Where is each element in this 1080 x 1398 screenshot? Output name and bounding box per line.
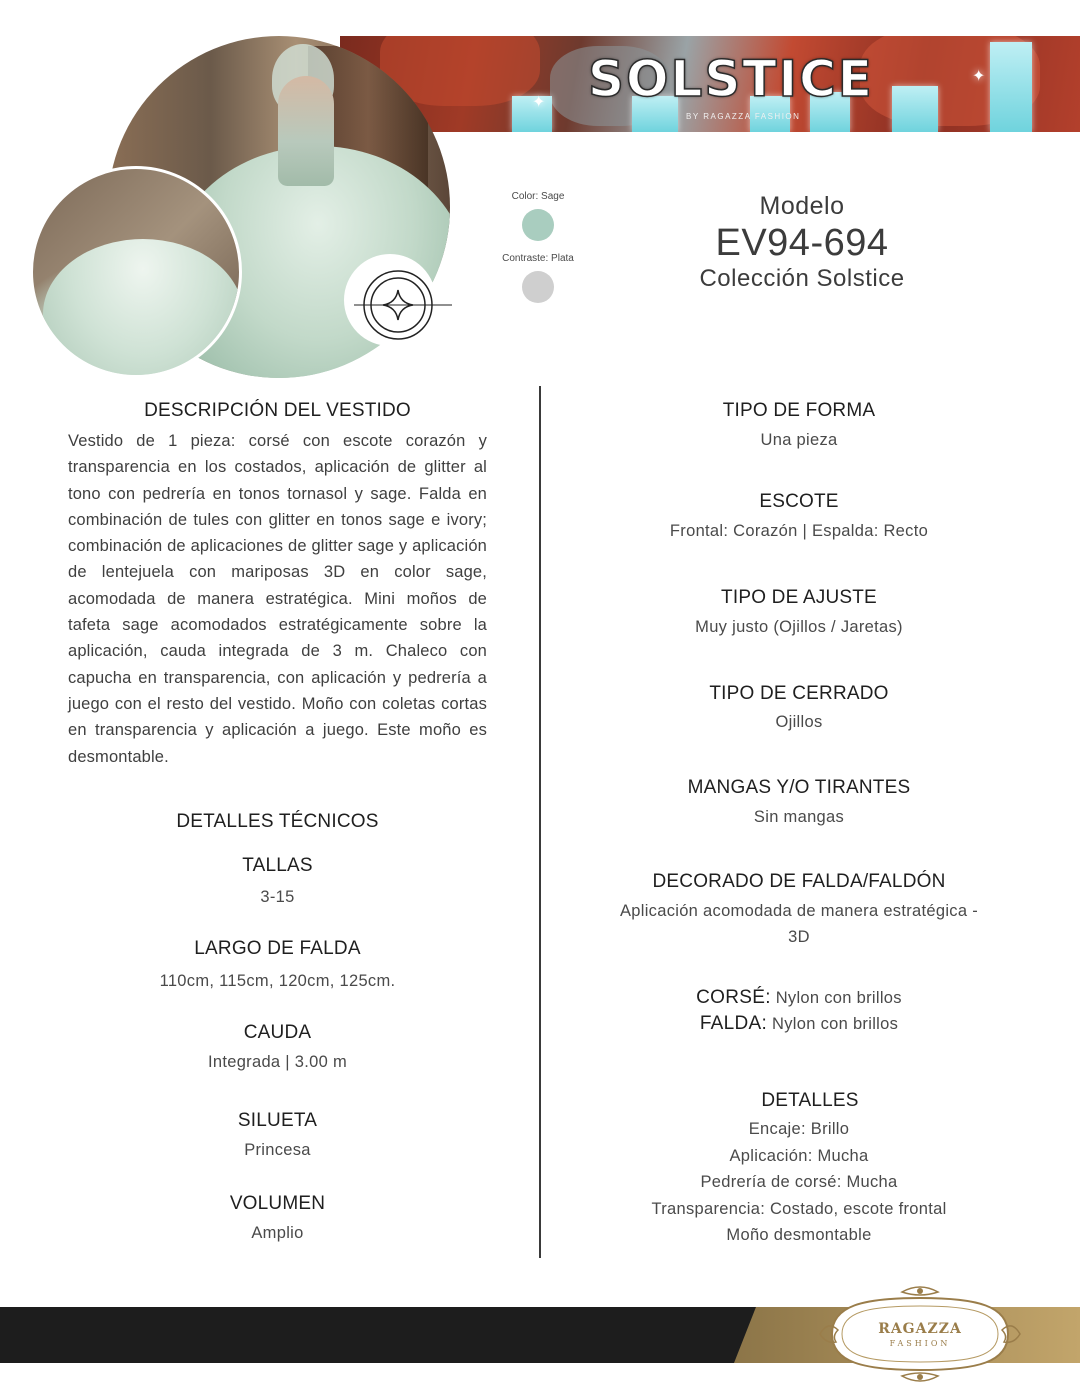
- model-code: EV94-694: [715, 222, 889, 264]
- silver-color-swatch: [522, 271, 554, 303]
- spec-value-silueta: Princesa: [244, 1141, 311, 1159]
- spec-label-forma: TIPO DE FORMA: [722, 400, 876, 421]
- spec-value-volumen: Amplio: [251, 1224, 304, 1242]
- detail-item: Pedrería de corsé: Mucha: [700, 1173, 898, 1191]
- spec-label-mangas: MANGAS Y/O TIRANTES: [687, 777, 911, 798]
- spec-label-decorado: DECORADO DE FALDA/FALDÓN: [652, 871, 946, 892]
- spec-value-ajuste: Muy justo (Ojillos / Jaretas): [695, 618, 903, 636]
- spec-value-decorado-line2: 3D: [788, 928, 810, 946]
- collection-name: Colección Solstice: [699, 265, 905, 292]
- dress-back-photo: [30, 166, 242, 378]
- spec-value-tallas: 3-15: [260, 888, 295, 906]
- spec-value-escote: Frontal: Corazón | Espalda: Recto: [669, 522, 929, 540]
- detail-item: Encaje: Brillo: [748, 1120, 850, 1138]
- spec-value-mangas: Sin mangas: [753, 808, 845, 826]
- spec-label-cauda: CAUDA: [243, 1022, 312, 1043]
- spec-label-cerrado: TIPO DE CERRADO: [709, 683, 889, 704]
- column-divider: [539, 386, 541, 1258]
- material-value-falda: Nylon con brillos: [772, 1015, 899, 1033]
- photo-bodice: [278, 76, 334, 186]
- dress-description: Vestido de 1 pieza: corsé con escote corazón y transparencia en los costados, aplicación de glitter al tono con pedrería en tonos tornasol y sage. Falda en combinación de tules con glitter en tonos sage e ivory; combinación de aplicaciones de glitter sage y aplicación de lentejuela con mariposas 3D en color sage, acomodada de manera estratégica. Mini moños de tafeta sage acomodados estratégicamente sobre la aplicación, cauda integrada de 3 m. Chaleco con capucha en transparencia, con aplicación y pedrería a juego con el resto del vestido. Moño con coletas cortas en transparencia y aplicación a juego. Este moño es desmontable.: [68, 432, 487, 766]
- material-label-falda: FALDA:: [699, 1013, 768, 1034]
- banner-pillar: [990, 42, 1032, 132]
- detail-item: Moño desmontable: [726, 1226, 872, 1244]
- material-falda: [579, 1011, 1019, 1038]
- spec-label-tallas: TALLAS: [242, 855, 313, 876]
- material-value-corse: Nylon con brillos: [775, 989, 902, 1007]
- photo-gown-train: [43, 239, 242, 378]
- spec-label-largo: LARGO DE FALDA: [194, 938, 361, 959]
- sparkle-icon: ✦: [532, 94, 546, 111]
- spec-value-decorado-line1: Aplicación acomodada de manera estratégica -: [619, 902, 979, 920]
- sage-color-swatch: [522, 209, 554, 241]
- detail-item: Transparencia: Costado, escote frontal: [651, 1200, 947, 1218]
- swatch-label-color: Color: Sage: [511, 191, 565, 202]
- ragazza-logo: [812, 1284, 1028, 1384]
- spec-label-ajuste: TIPO DE AJUSTE: [721, 587, 877, 608]
- spec-value-cauda: Integrada | 3.00 m: [207, 1053, 348, 1071]
- collection-title: SOLSTICE: [588, 50, 874, 108]
- logo-wordmark: RAGAZZA: [878, 1321, 962, 1337]
- spec-label-silueta: SILUETA: [237, 1110, 318, 1131]
- spec-value-cerrado: Ojillos: [775, 713, 823, 731]
- spec-label-escote: ESCOTE: [759, 491, 839, 512]
- collection-banner: [340, 36, 1080, 132]
- technical-details-heading: DETALLES TÉCNICOS: [176, 811, 379, 832]
- material-label-corse: CORSÉ:: [696, 987, 771, 1008]
- spec-label-volumen: VOLUMEN: [229, 1193, 326, 1214]
- description-heading: DESCRIPCIÓN DEL VESTIDO: [144, 400, 411, 421]
- details-heading: DETALLES: [761, 1090, 859, 1111]
- logo-subtext: FASHION: [889, 1339, 951, 1348]
- model-label: Modelo: [759, 192, 845, 220]
- spec-value-largo: 110cm, 115cm, 120cm, 125cm.: [159, 972, 396, 990]
- detail-item: Aplicación: Mucha: [729, 1147, 869, 1165]
- swatch-label-contrast: Contraste: Plata: [502, 253, 574, 264]
- collection-subtitle: BY RAGAZZA FASHION: [686, 112, 801, 121]
- banner-pillar: [892, 86, 938, 132]
- star-emblem-icon: [344, 254, 436, 346]
- material-corse: [579, 985, 1019, 1012]
- sparkle-icon: ✦: [972, 68, 986, 85]
- model-info: [640, 192, 964, 293]
- spec-value-forma: Una pieza: [760, 431, 838, 449]
